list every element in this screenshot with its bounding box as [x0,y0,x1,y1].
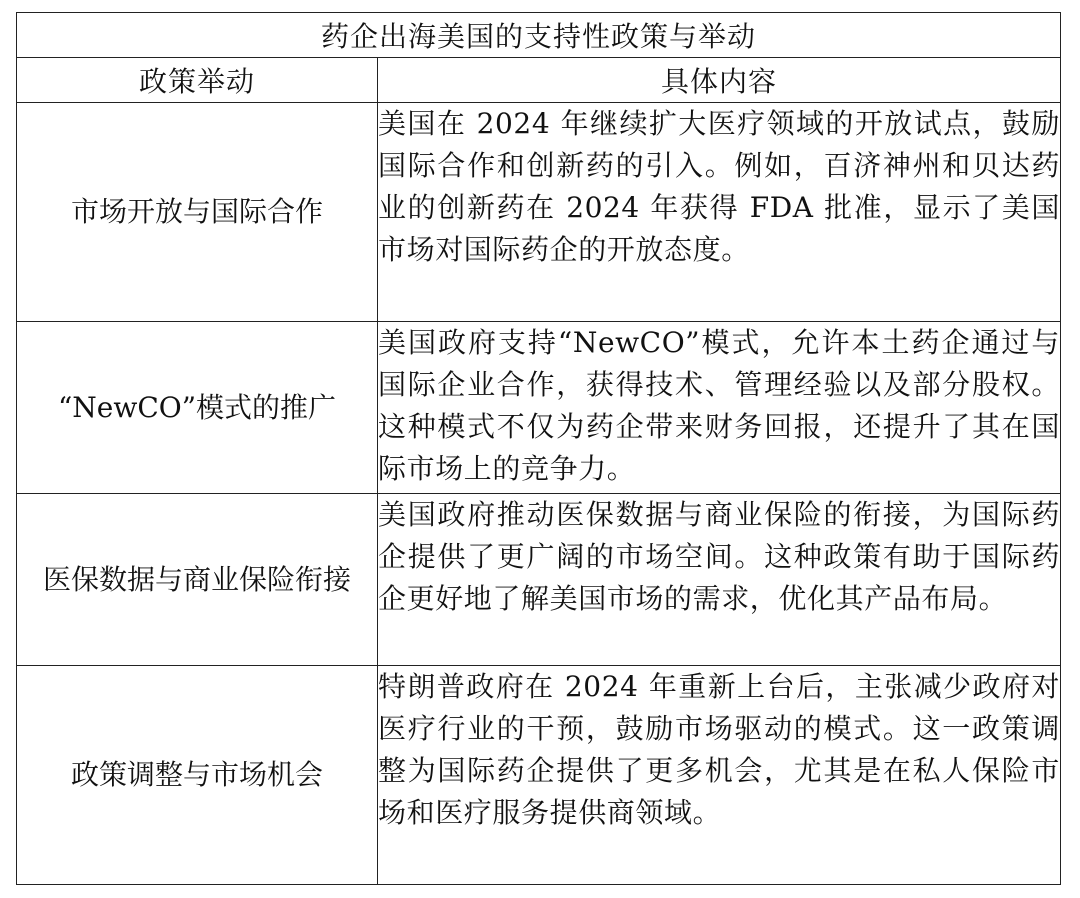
table-title-row [17,13,1061,58]
table-header-row [17,58,1061,103]
header-measure: 政策举动 [17,58,378,103]
table-row [17,322,1061,494]
row-content: 美国政府支持“NewCO”模式，允许本土药企通过与国际企业合作，获得技术、管理经验以及部分股权。这种模式不仅为药企带来财务回报，还提升了其在国际市场上的竞争力。 [378,322,1061,494]
table-row [17,494,1061,666]
header-content: 具体内容 [378,58,1061,103]
row-measure: 市场开放与国际合作 [17,103,378,322]
policy-table [16,12,1061,885]
row-content: 美国在 2024 年继续扩大医疗领域的开放试点，鼓励国际合作和创新药的引入。例如，百济神州和贝达药业的创新药在 2024 年获得 FDA 批准，显示了美国市场对国际药企的开放态度。 [378,103,1061,322]
table-row [17,103,1061,322]
row-measure: 医保数据与商业保险衔接 [17,494,378,666]
table-title: 药企出海美国的支持性政策与举动 [17,13,1061,58]
row-measure: 政策调整与市场机会 [17,666,378,885]
table-row [17,666,1061,885]
row-content: 特朗普政府在 2024 年重新上台后，主张减少政府对医疗行业的干预，鼓励市场驱动的模式。这一政策调整为国际药企提供了更多机会，尤其是在私人保险市场和医疗服务提供商领域。 [378,666,1061,885]
row-content: 美国政府推动医保数据与商业保险的衔接，为国际药企提供了更广阔的市场空间。这种政策有助于国际药企更好地了解美国市场的需求，优化其产品布局。 [378,494,1061,666]
row-measure: “NewCO”模式的推广 [17,322,378,494]
